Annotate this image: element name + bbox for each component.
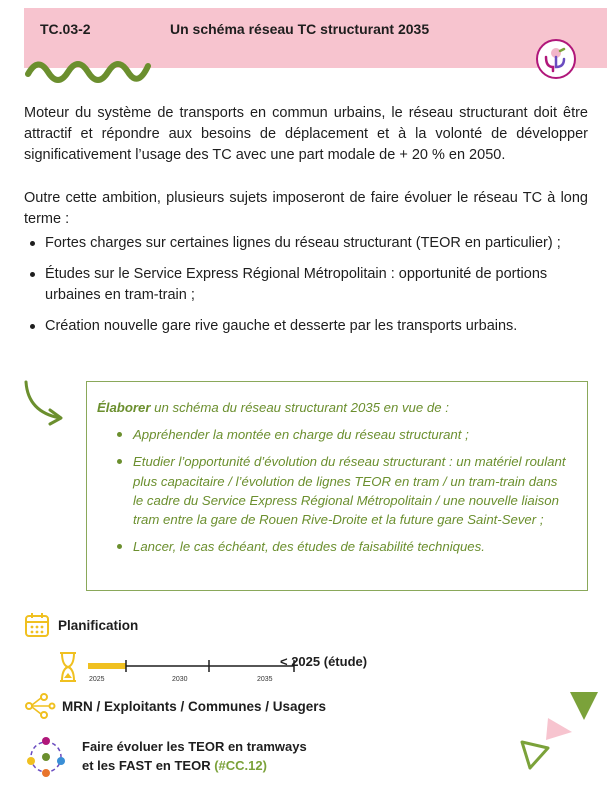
list-item: Création nouvelle gare rive gauche et desserte par les transports urbains. (24, 316, 584, 337)
list-item: Lancer, le cas échéant, des études de faisabilité techniques. (97, 537, 571, 556)
related-action: Faire évoluer les TEOR en tramways et les FAST en TEOR (#CC.12) (82, 739, 307, 773)
calendar-icon (24, 612, 50, 638)
bullet-icon (117, 544, 122, 549)
bullet-icon (117, 459, 122, 464)
hourglass-icon (60, 653, 76, 681)
actors-row (24, 692, 326, 720)
timeline-label: < 2025 (étude) (280, 654, 368, 669)
people-circle-icon (24, 735, 68, 779)
network-icon (24, 692, 56, 720)
intro-paragraph-1: Moteur du système de transports en commun urbains, le réseau structurant doit être attractif et répondre aux besoins de déplacement et à la volonté de développer significativement l’usage des TC avec une part modale de + 20 % en 2050. (24, 105, 588, 163)
list-item: Fortes charges sur certaines lignes du réseau structurant (TEOR en particulier) ; (24, 233, 584, 254)
issues-list (24, 233, 584, 347)
list-item: Études sur le Service Express Régional Métropolitain : opportunité de portions urbaines en tram-train ; (24, 264, 584, 306)
actors-label: MRN / Exploitants / Communes / Usagers (62, 698, 327, 714)
triangle-shape (546, 718, 572, 740)
triangle-shape (570, 692, 598, 720)
bullet-icon (30, 272, 35, 277)
arrow-icon (22, 378, 68, 428)
bullet-icon (30, 324, 35, 329)
page-title: Un schéma réseau TC structurant 2035 (170, 21, 430, 37)
logo-icon (536, 39, 576, 79)
action-list (97, 425, 571, 556)
triangle-shape (522, 742, 548, 768)
wave-icon (24, 52, 164, 84)
timeline-progress (88, 663, 126, 669)
timeline-year: 2030 (172, 676, 188, 683)
related-action-link[interactable]: (#CC.12) (214, 758, 267, 773)
timeline-year: 2025 (89, 676, 105, 683)
category-label: Planification (58, 617, 139, 633)
intro-paragraph-2: Outre cette ambition, plusieurs sujets imposeront de faire évoluer le réseau TC à long terme : (24, 190, 588, 227)
timeline-year: 2035 (257, 676, 273, 683)
category-row (24, 612, 138, 638)
list-item: Etudier l’opportunité d’évolution du réseau structurant : un matériel roulant plus capacitaire / l’évolution de lignes TEOR en tram / un tram-train dans le cadre du Service Express Régional Métropolitain / une nouvelle liaison tram entre la gare de Rouen Rive-Droite et la future gare Saint-Sever ; (97, 452, 571, 529)
action-box (86, 381, 588, 591)
list-item: Appréhender la montée en charge du réseau structurant ; (97, 425, 571, 444)
section-code: TC.03-2 (40, 21, 91, 37)
bullet-icon (117, 432, 122, 437)
bullet-icon (30, 241, 35, 246)
action-lead: Élaborer un schéma du réseau structurant 2035 en vue de : (97, 400, 449, 415)
decorative-triangles (500, 688, 607, 788)
